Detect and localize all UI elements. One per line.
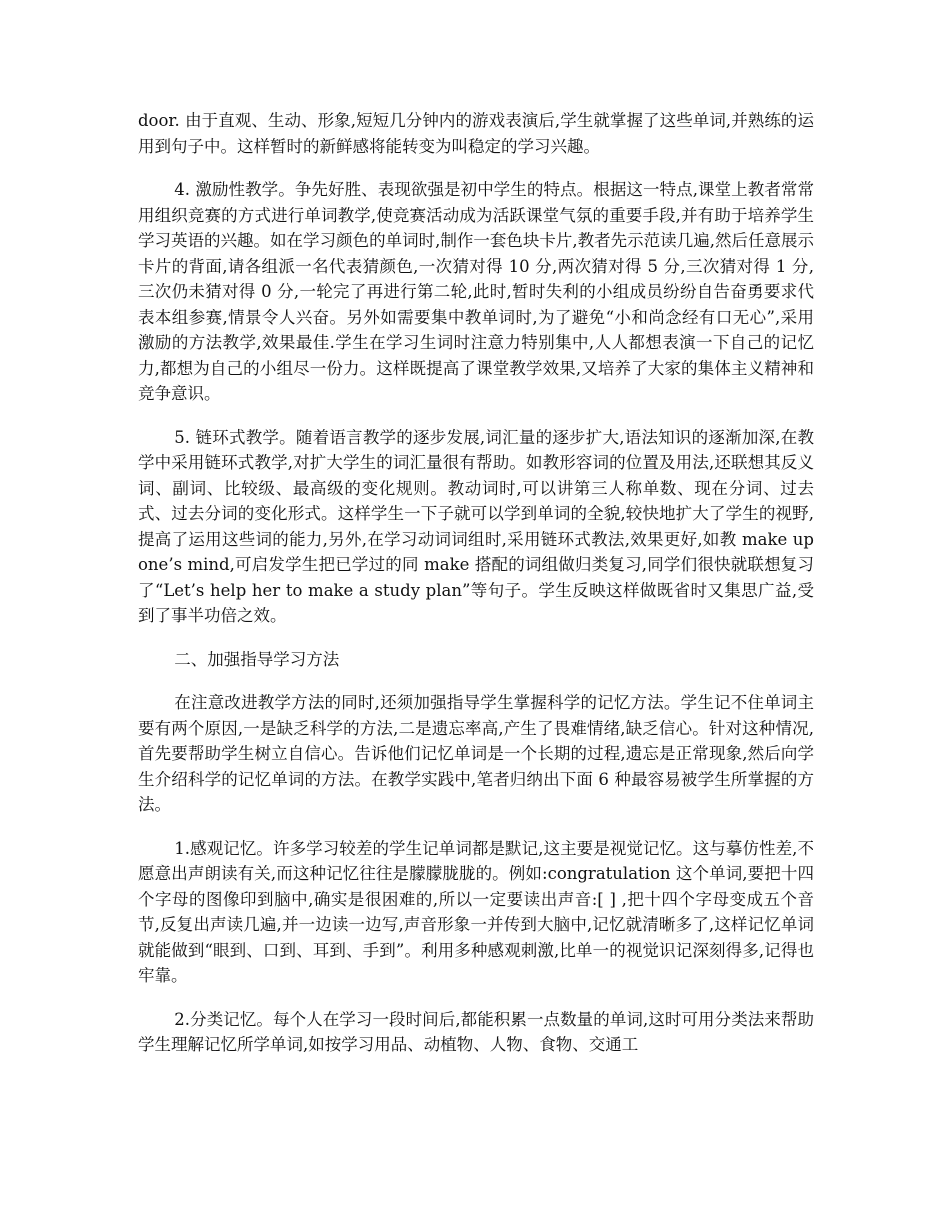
paragraph-learning-methods: 在注意改进教学方法的同时,还须加强指导学生掌握科学的记忆方法。学生记不住单词主要有两个原因,一是缺乏科学的方法,二是遗忘率高,产生了畏难情绪,缺乏信心。针对这种情况,首先要帮助学生树立自信心。告诉他们记忆单词是一个长期的过程,遗忘是正常现象,然后向学生介绍科学的记忆单词的方法。在教学实践中,笔者归纳出下面 6 种最容易被学生所掌握的方法。 [138, 693, 814, 814]
paragraph-motivational-teaching: 4. 激励性教学。争先好胜、表现欲强是初中学生的特点。根据这一特点,课堂上教者常常用组织竞赛的方式进行单词教学,使竞赛活动成为活跃课堂气氛的重要手段,并有助于培养学生学习英语的兴趣。如在学习颜色的单词时,制作一套色块卡片,教者先示范读几遍,然后任意展示卡片的背面,请各组派一名代表猜颜色,一次猜对得 10 分,两次猜对得 5 分,三次猜对得 1 分,三次仍未猜对得 0 分,一轮完了再进行第二轮,此时,暂时失利的小组成员纷纷自告奋勇要求代表本组参赛,情景令人兴奋。另外如需要集中教单词时,为了避免“小和尚念经有口无心”,采用激励的方法教学,效果最佳.学生在学习生词时注意力特别集中,人人都想表演一下自己的记忆力,都想为自己的小组尽一份力。这样既提高了课堂教学效果,又培养了大家的集体主义精神和竞争意识。 [138, 180, 814, 403]
paragraph-sensory-memory: 1.感观记忆。许多学习较差的学生记单词都是默记,这主要是视觉记忆。这与摹仿性差,不愿意出声朗读有关,而这种记忆往往是朦朦胧胧的。例如:congratulation 这个单词,要把十四个字母的图像印到脑中,确实是很困难的,所以一定要读出声音:[ ] ,把十四个字母变成五个音节,反复出声读几遍,并一边读一边写,声音形象一并传到大脑中,记忆就清晰多了,这样记忆单词就能做到“眼到、口到、耳到、手到”。利用多种感观刺激,比单一的视觉识记深刻得多,记得也牢靠。 [138, 838, 814, 985]
section-heading: 二、加强指导学习方法 [174, 649, 340, 669]
paragraph-chain-teaching: 5. 链环式教学。随着语言教学的逐步发展,词汇量的逐步扩大,语法知识的逐渐加深,在教学中采用链环式教学,对扩大学生的词汇量很有帮助。如教形容词的位置及用法,还联想其反义词、副词、比较级、最高级的变化规则。教动词时,可以讲第三人称单数、现在分词、过去式、过去分词的变化形式。这样学生一下子就可以学到单词的全貌,较快地扩大了学生的视野,提高了运用这些词的能力,另外,在学习动词词组时,采用链环式教法,效果更好,如教 make up one’s mind,可启发学生把已学过的同 make 搭配的词组做归类复习,同学们很快就联想复习了“Let’s help her to make a study plan”等句子。学生反映这样做既省时又集思广益,受到了事半功倍之效。 [138, 427, 814, 625]
document-page [138, 108, 814, 1076]
paragraph-continuation: door. 由于直观、生动、形象,短短几分钟内的游戏表演后,学生就掌握了这些单词,并熟练的运用到句子中。这样暂时的新鲜感将能转变为叫稳定的学习兴趣。 [138, 111, 814, 156]
paragraph-category-memory: 2.分类记忆。每个人在学习一段时间后,都能积累一点数量的单词,这时可用分类法来帮助学生理解记忆所学单词,如按学习用品、动植物、人物、食物、交通工 [138, 1009, 814, 1054]
